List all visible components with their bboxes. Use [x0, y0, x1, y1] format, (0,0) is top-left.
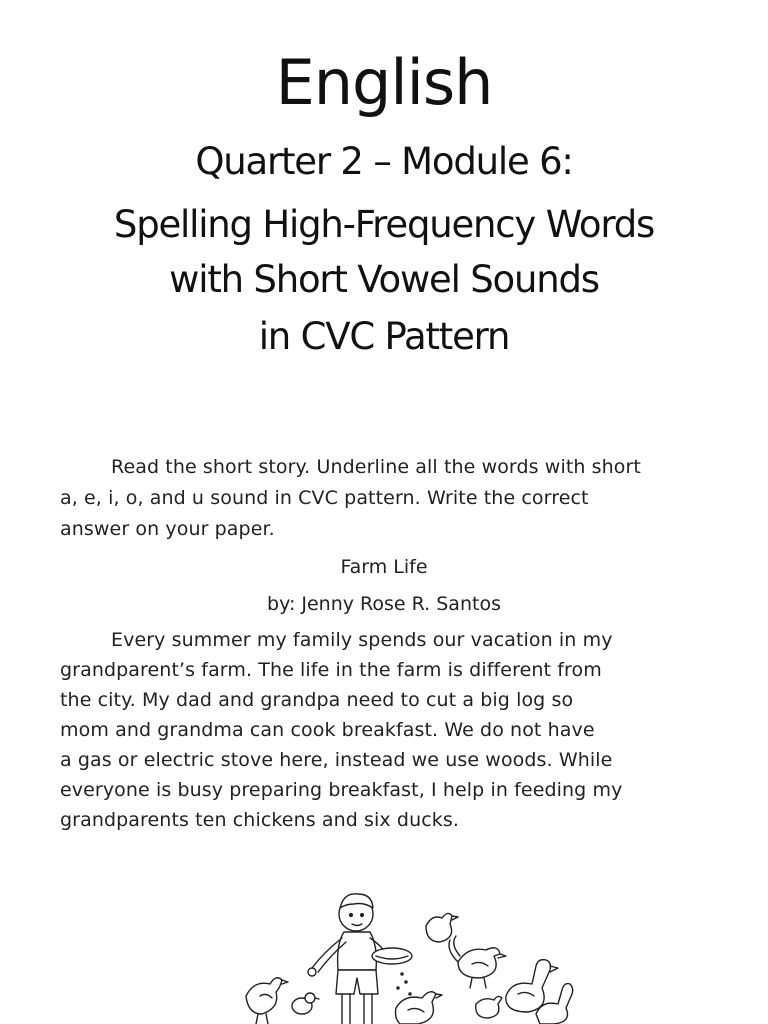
boy-figure	[308, 894, 412, 1024]
story-title: Farm Life	[340, 556, 428, 578]
story-line: grandparent’s farm. The life in the farm is different from	[60, 659, 602, 681]
story-line: Every summer my family spends our vacation in my	[111, 629, 613, 651]
story-line: grandparents ten chickens and six ducks.	[60, 809, 460, 831]
story-line: everyone is busy preparing breakfast, I help in feeding my	[60, 779, 623, 801]
subject-title: English	[275, 46, 493, 119]
module-line: Quarter 2 – Module 6:	[195, 140, 573, 183]
story-line: a gas or electric stove here, instead we use woods. While	[60, 749, 613, 771]
topic-line-2: with Short Vowel Sounds	[169, 258, 599, 301]
birds-group	[246, 913, 573, 1024]
story-line: the city. My dad and grandpa need to cut a big log so	[60, 689, 574, 711]
topic-line-3: in CVC Pattern	[258, 315, 510, 358]
topic-line-1: Spelling High-Frequency Words	[113, 203, 655, 246]
story-line: mom and grandma can cook breakfast. We do not have	[60, 719, 595, 741]
instruction-line: a, e, i, o, and u sound in CVC pattern. Write the correct	[60, 487, 589, 509]
story-author: by: Jenny Rose R. Santos	[267, 593, 501, 615]
instruction-line: answer on your paper.	[60, 518, 275, 540]
boy-feeding-chickens-and-ducks-drawing-icon	[236, 884, 576, 1024]
instruction-line: Read the short story. Underline all the words with short	[111, 456, 641, 478]
